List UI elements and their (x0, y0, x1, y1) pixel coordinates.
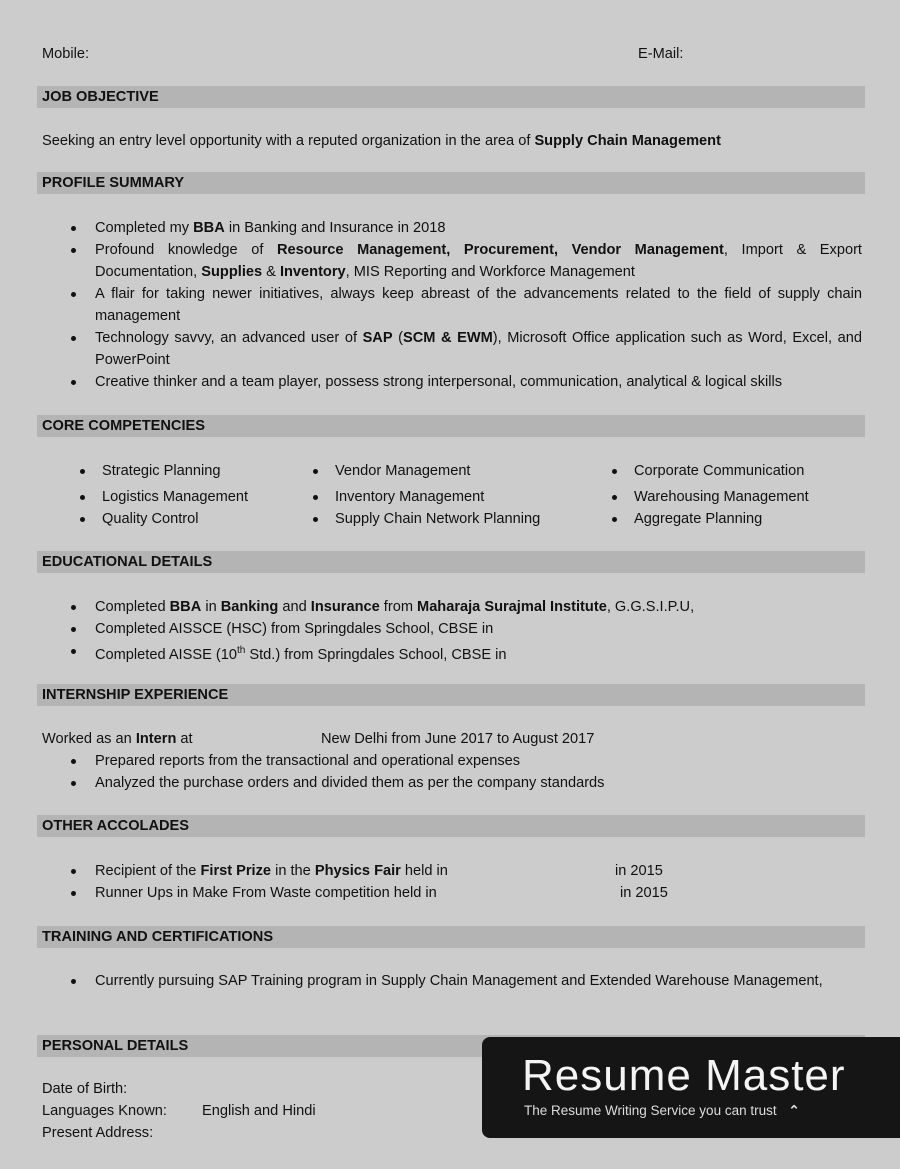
text-segment: th (236, 645, 246, 656)
text-segment: Technology savvy, an advanced user of (95, 330, 363, 346)
list-item (95, 283, 862, 327)
competency-item: Supply Chain Network Planning (335, 508, 540, 530)
section-header-internship: INTERNSHIP EXPERIENCE (37, 684, 865, 706)
bold-text: Resource Management, Procurement, Vendor Management (276, 242, 724, 258)
competency-column (335, 460, 540, 530)
bold-text: Banking (220, 599, 279, 615)
bold-text: First Prize (200, 863, 272, 879)
education-list (95, 596, 862, 666)
list-item (95, 618, 862, 640)
dob-label: Date of Birth: (42, 1081, 128, 1097)
text-segment: Profound knowledge of (95, 242, 277, 258)
accolades-list (95, 860, 862, 904)
text-segment: A flair for taking newer initiatives, always keep abreast of the advancements related to the field of supply chain management (95, 286, 862, 324)
double-chevron-up-icon: ⌃ (788, 1103, 800, 1118)
watermark-tagline (524, 1103, 800, 1119)
bold-text: BBA (169, 599, 202, 615)
text-segment: Recipient of the (95, 863, 201, 879)
competency-item: Quality Control (102, 508, 248, 530)
competency-item: Strategic Planning (102, 460, 248, 482)
objective-field: Supply Chain Management (534, 133, 721, 149)
languages-value: English and Hindi (202, 1103, 316, 1119)
bold-text: Physics Fair (314, 863, 401, 879)
internship-intro (42, 728, 193, 750)
resume-master-watermark (482, 1037, 900, 1138)
text-segment: Std.) from Springdales School, CBSE in (245, 646, 507, 663)
bold-text: SCM & EWM (403, 330, 493, 346)
text-segment: in Banking and Insurance in 2018 (224, 220, 446, 236)
section-header-profile-summary: PROFILE SUMMARY (37, 172, 865, 194)
list-item: Prepared reports from the transactional and operational expenses (95, 750, 862, 772)
text-segment: in (201, 599, 221, 615)
text-segment: held in (400, 863, 448, 879)
section-header-core-competencies: CORE COMPETENCIES (37, 415, 865, 437)
bold-text: SAP (362, 330, 393, 346)
text-segment: ), Microsoft Office application such as Word, Excel, and PowerPoint (95, 330, 862, 368)
bold-text: Inventory (279, 264, 346, 280)
mobile-label: Mobile: (42, 46, 90, 62)
list-item (95, 327, 862, 371)
text-segment: Completed AISSCE (HSC) from Springdales School, CBSE in (95, 621, 494, 637)
text-segment: Runner Ups in Make From Waste competition held in (95, 885, 437, 901)
list-item (95, 596, 862, 618)
competency-column (102, 460, 248, 530)
list-item (95, 371, 862, 393)
competency-item: Aggregate Planning (634, 508, 809, 530)
text-segment: ( (392, 330, 403, 346)
languages-label: Languages Known: (42, 1103, 167, 1119)
intro-role: Intern (135, 731, 177, 747)
competency-item: Logistics Management (102, 486, 248, 508)
bold-text: Insurance (310, 599, 380, 615)
text-segment: and (278, 599, 311, 615)
section-header-personal: PERSONAL DETAILS (37, 1035, 865, 1057)
accolade-year: in 2015 (615, 863, 663, 879)
competency-column (634, 460, 809, 530)
list-item: Analyzed the purchase orders and divided them as per the company standards (95, 772, 862, 794)
bold-text: BBA (193, 220, 225, 236)
competency-item: Warehousing Management (634, 486, 809, 508)
text-segment: , MIS Reporting and Workforce Management (345, 264, 635, 280)
text-segment: & (262, 264, 280, 280)
tagline-text: The Resume Writing Service you can trust (524, 1103, 777, 1118)
text-segment: Completed AISSE (10 (95, 646, 237, 663)
list-item (95, 239, 862, 283)
internship-list (95, 750, 862, 794)
competency-item: Inventory Management (335, 486, 540, 508)
list-item (95, 860, 862, 882)
list-item (95, 882, 862, 904)
text-segment: Completed (95, 599, 170, 615)
text-segment: from (379, 599, 418, 615)
list-item: Currently pursuing SAP Training program in Supply Chain Management and Extended Warehouse Management, (95, 970, 862, 992)
objective-text: Seeking an entry level opportunity with a reputed organization in the area of (42, 133, 535, 149)
text-segment: Completed my (95, 220, 194, 236)
bold-text: Supplies (201, 264, 263, 280)
text-segment: in the (271, 863, 315, 879)
internship-location-dates: New Delhi from June 2017 to August 2017 (321, 731, 595, 747)
list-item (95, 217, 862, 239)
text-segment: , Import & Export Documentation, (95, 242, 862, 280)
training-list (95, 970, 862, 992)
section-header-training: TRAINING AND CERTIFICATIONS (37, 926, 865, 948)
competency-item: Corporate Communication (634, 460, 809, 482)
accolade-year: in 2015 (620, 885, 668, 901)
text-segment: , G.G.S.I.P.U, (606, 599, 695, 615)
email-label: E-Mail: (638, 46, 684, 62)
intro-at: at (176, 731, 193, 747)
section-header-accolades: OTHER ACCOLADES (37, 815, 865, 837)
profile-summary-list (95, 217, 862, 393)
intro-text: Worked as an (42, 731, 136, 747)
watermark-brand: Resume Master (522, 1051, 846, 1100)
competency-item: Vendor Management (335, 460, 540, 482)
job-objective-text (42, 130, 721, 152)
list-item (95, 640, 862, 666)
section-header-job-objective: JOB OBJECTIVE (37, 86, 865, 108)
section-header-education: EDUCATIONAL DETAILS (37, 551, 865, 573)
bold-text: Maharaja Surajmal Institute (417, 599, 607, 615)
text-segment: Creative thinker and a team player, possess strong interpersonal, communication, analytical & logical skills (95, 374, 783, 390)
address-label: Present Address: (42, 1125, 154, 1141)
